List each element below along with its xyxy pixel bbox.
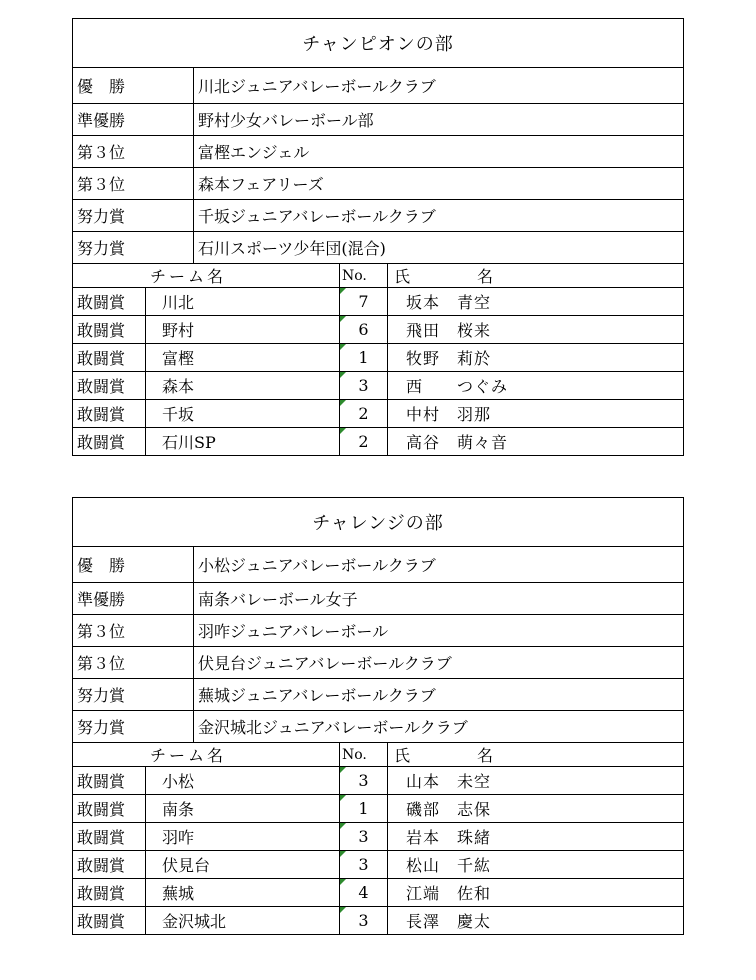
award-row [72,136,684,168]
prize-row [72,795,684,823]
prize-row [72,851,684,879]
prize-number [340,400,388,427]
prize-number [340,851,388,878]
prize-number [340,795,388,822]
cell-comment-marker [340,400,346,406]
prize-number-value: 3 [358,911,369,930]
prize-number-value: 3 [358,827,369,846]
award-team: 羽咋ジュニアバレーボール [198,622,389,641]
prize-number [340,316,388,343]
award-team: 小松ジュニアバレーボールクラブ [198,556,436,575]
award-label: 第３位 [73,615,194,646]
prize-team: 川北 [146,288,340,315]
prize-team: 森本 [146,372,340,399]
prize-number [340,288,388,315]
award-row [72,711,684,743]
prize-team: 富樫 [146,344,340,371]
header-name-2: 名 [477,746,495,765]
prize-player-name: 牧野 莉於 [406,349,492,368]
prize-award: 敢闘賞 [73,428,146,455]
prize-row [72,428,684,456]
prize-player-name: 西 つぐみ [406,377,509,396]
award-label: 優 勝 [73,547,194,582]
award-row [72,679,684,711]
prize-award: 敢闘賞 [73,288,146,315]
prize-player-name: 岩本 珠緒 [406,828,492,847]
award-label: 優 勝 [73,68,194,103]
cell-comment-marker [340,851,346,857]
prize-number-value: 3 [358,855,369,874]
cell-comment-marker [340,344,346,350]
prize-number [340,823,388,850]
prize-award: 敢闘賞 [73,316,146,343]
prize-award: 敢闘賞 [73,372,146,399]
award-label: 第３位 [73,168,194,199]
prize-team: 蕪城 [146,879,340,906]
prize-number-value: 1 [358,348,369,367]
prize-number [340,907,388,934]
prize-award: 敢闘賞 [73,767,146,794]
cell-comment-marker [340,907,346,913]
award-team: 富樫エンジェル [198,143,310,162]
cell-comment-marker [340,316,346,322]
award-label: 努力賞 [73,711,194,742]
award-label: 準優勝 [73,583,194,614]
prize-row [72,879,684,907]
award-row [72,104,684,136]
prize-number-value: 3 [358,771,369,790]
cell-comment-marker [340,879,346,885]
prize-row [72,288,684,316]
prize-award: 敢闘賞 [73,823,146,850]
prize-award: 敢闘賞 [73,907,146,934]
award-row [72,232,684,264]
prize-number [340,372,388,399]
section-title: チャレンジの部 [72,497,684,547]
prize-row [72,907,684,935]
award-team: 石川スポーツ少年団(混合) [198,239,386,258]
award-row [72,615,684,647]
header-name-1: 氏 [394,746,412,765]
prize-award: 敢闘賞 [73,851,146,878]
header-name-2: 名 [477,267,495,286]
prize-player-name: 中村 羽那 [406,405,492,424]
award-label: 努力賞 [73,232,194,263]
header-blank [73,743,146,766]
cell-comment-marker [340,795,346,801]
prize-row [72,823,684,851]
cell-comment-marker [340,288,346,294]
prize-player-name: 飛田 桜来 [406,321,492,340]
header-team: チーム名 [146,264,340,287]
cell-comment-marker [340,823,346,829]
prize-number-value: 2 [358,404,369,423]
section-title: チャンピオンの部 [72,18,684,68]
prize-team: 小松 [146,767,340,794]
prize-table-header [72,743,684,767]
prize-team: 金沢城北 [146,907,340,934]
prize-player-name: 高谷 萌々音 [406,433,509,452]
prize-award: 敢闘賞 [73,795,146,822]
prize-team: 千坂 [146,400,340,427]
cell-comment-marker [340,372,346,378]
award-label: 努力賞 [73,200,194,231]
prize-number [340,879,388,906]
award-label: 第３位 [73,136,194,167]
prize-team: 野村 [146,316,340,343]
prize-award: 敢闘賞 [73,400,146,427]
header-blank [73,264,146,287]
prize-team: 石川SP [146,428,340,455]
prize-player-name: 江端 佐和 [406,884,492,903]
prize-number [340,428,388,455]
prize-number-value: 3 [358,376,369,395]
header-no: No. [340,743,388,766]
prize-number-value: 4 [358,883,369,902]
header-team: チーム名 [146,743,340,766]
header-name-1: 氏 [394,267,412,286]
prize-row [72,344,684,372]
prize-player-name: 松山 千紘 [406,856,492,875]
award-team: 森本フェアリーズ [198,175,324,194]
prize-award: 敢闘賞 [73,879,146,906]
prize-number-value: 6 [358,320,369,339]
header-name [388,264,683,287]
award-team: 伏見台ジュニアバレーボールクラブ [198,654,452,673]
award-row [72,583,684,615]
prize-team: 羽咋 [146,823,340,850]
prize-row [72,316,684,344]
prize-number [340,767,388,794]
award-team: 野村少女バレーボール部 [198,111,374,130]
award-team: 千坂ジュニアバレーボールクラブ [198,207,436,226]
prize-number [340,344,388,371]
award-row [72,168,684,200]
award-team: 金沢城北ジュニアバレーボールクラブ [198,718,468,737]
award-team: 南条バレーボール女子 [198,590,358,609]
award-team: 蕪城ジュニアバレーボールクラブ [198,686,436,705]
prize-row [72,400,684,428]
award-team: 川北ジュニアバレーボールクラブ [198,77,436,96]
challenge-section [72,497,684,935]
prize-player-name: 山本 未空 [406,772,492,791]
award-row [72,200,684,232]
prize-row [72,767,684,795]
prize-number-value: 7 [358,292,369,311]
award-row [72,68,684,104]
prize-award: 敢闘賞 [73,344,146,371]
award-row [72,647,684,679]
prize-table-header [72,264,684,288]
prize-player-name: 長澤 慶太 [406,912,492,931]
prize-team: 伏見台 [146,851,340,878]
championship-section [72,18,684,456]
award-row [72,547,684,583]
prize-player-name: 坂本 青空 [406,293,492,312]
cell-comment-marker [340,428,346,434]
prize-player-name: 磯部 志保 [406,800,492,819]
award-label: 努力賞 [73,679,194,710]
prize-number-value: 1 [358,799,369,818]
prize-team: 南条 [146,795,340,822]
header-no: No. [340,264,388,287]
prize-number-value: 2 [358,432,369,451]
prize-row [72,372,684,400]
award-label: 第３位 [73,647,194,678]
header-name [388,743,683,766]
award-label: 準優勝 [73,104,194,135]
cell-comment-marker [340,767,346,773]
